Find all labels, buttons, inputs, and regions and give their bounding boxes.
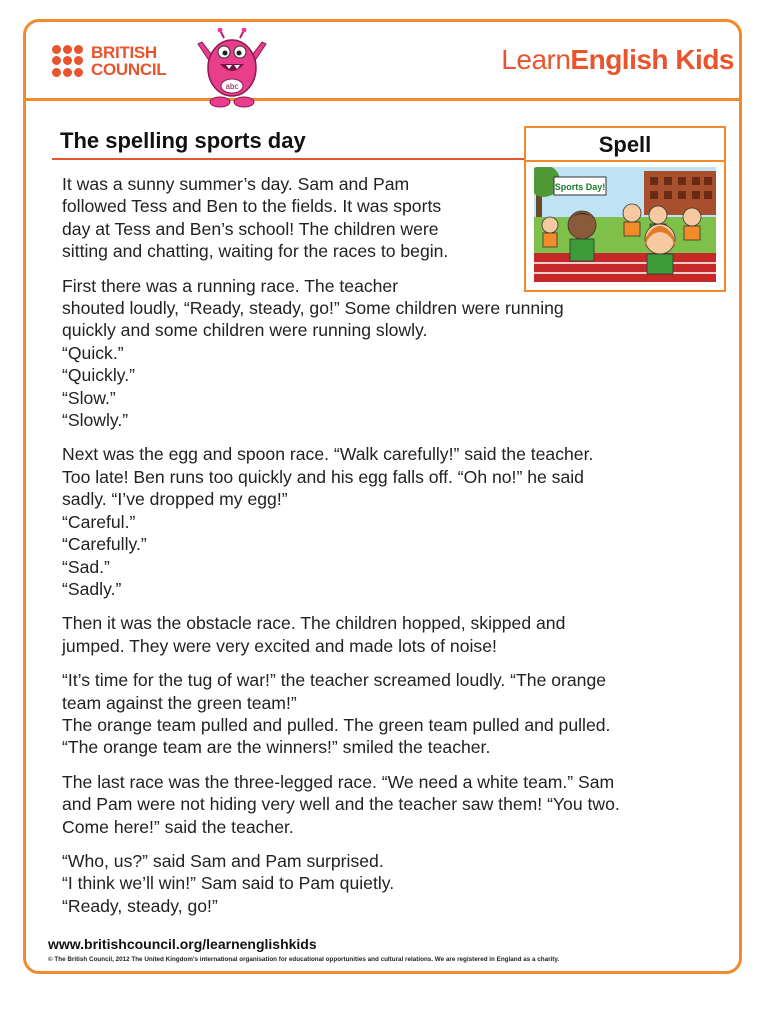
story-line: sadly. “I’ve dropped my egg!”	[62, 489, 288, 510]
story-line: sitting and chatting, waiting for the races to begin.	[62, 241, 449, 262]
footer-url[interactable]: www.britishcouncil.org/learnenglishkids	[48, 936, 317, 952]
story-line: “Sad.”	[62, 556, 110, 577]
banner-text: Sports Day!	[554, 182, 606, 192]
story-line: “Ready, steady, go!”	[62, 895, 218, 916]
story-line: day at Tess and Ben’s school! The children were	[62, 218, 439, 239]
story-line: The last race was the three-legged race. “We need a white team.” Sam	[62, 771, 615, 792]
story-line: “Quickly.”	[62, 365, 135, 386]
story-paragraph	[62, 173, 730, 263]
story-line: “Sadly.”	[62, 578, 122, 599]
story-line: shouted loudly, “Ready, steady, go!” Some children were running	[62, 298, 564, 319]
story-line: “Carefully.”	[62, 534, 147, 555]
story-line: “Who, us?” said Sam and Pam surprised.	[62, 850, 384, 871]
story-line: “The orange team are the winners!” smiled the teacher.	[62, 737, 491, 758]
header-divider	[23, 98, 742, 101]
story-line: First there was a running race. The teacher	[62, 275, 399, 296]
story-line: team against the green team!”	[62, 692, 297, 713]
story-line: and Pam were not hiding very well and the teacher saw them! “You two.	[62, 794, 620, 815]
story-line: “Careful.”	[62, 511, 136, 532]
story-paragraph	[62, 612, 730, 657]
monster-mascot-icon	[196, 28, 268, 108]
story-paragraph	[62, 275, 730, 432]
story-line: “Quick.”	[62, 342, 124, 363]
story-line: quickly and some children were running slowly.	[62, 320, 428, 341]
brand-bold: English Kids	[570, 44, 734, 75]
story-line: “Slow.”	[62, 387, 116, 408]
title-underline	[52, 158, 524, 160]
story-line: jumped. They were very excited and made lots of noise!	[62, 635, 497, 656]
learnenglish-kids-logo	[501, 44, 734, 76]
story-line: Too late! Ben runs too quickly and his egg falls off. “Oh no!” he said	[62, 466, 584, 487]
footer-copyright: © The British Council, 2012 The United Kingdom’s international organisation for educational opportunities and cultural relations. We are registered in England as a charity.	[48, 956, 560, 963]
spell-label: Spell	[598, 132, 652, 157]
brand-light: Learn	[501, 44, 571, 75]
story-paragraph	[62, 850, 730, 917]
story-paragraph	[62, 443, 730, 600]
spell-divider	[526, 160, 724, 162]
story-paragraph	[62, 771, 730, 838]
british-council-dots-icon	[52, 45, 85, 78]
story-paragraph	[62, 669, 730, 759]
british-council-logo	[52, 44, 166, 78]
story-line: It was a sunny summer’s day. Sam and Pam	[62, 174, 410, 194]
page-title: The spelling sports day	[60, 128, 306, 153]
mascot-badge-text: abc	[225, 82, 239, 91]
story-line: followed Tess and Ben to the fields. It was sports	[62, 196, 442, 217]
story-line: “It’s time for the tug of war!” the teacher screamed loudly. “The orange	[62, 670, 607, 691]
org-name-line1: BRITISH	[91, 43, 157, 62]
story-line: “Slowly.”	[62, 410, 129, 431]
story-body	[62, 173, 730, 929]
story-line: Next was the egg and spoon race. “Walk carefully!” said the teacher.	[62, 444, 594, 465]
story-line: “I think we’ll win!” Sam said to Pam quietly.	[62, 873, 395, 894]
story-line: The orange team pulled and pulled. The green team pulled and pulled.	[62, 714, 611, 735]
story-line: Then it was the obstacle race. The children hopped, skipped and	[62, 613, 566, 634]
story-line: Come here!” said the teacher.	[62, 816, 294, 837]
org-name-line2: COUNCIL	[91, 60, 167, 79]
